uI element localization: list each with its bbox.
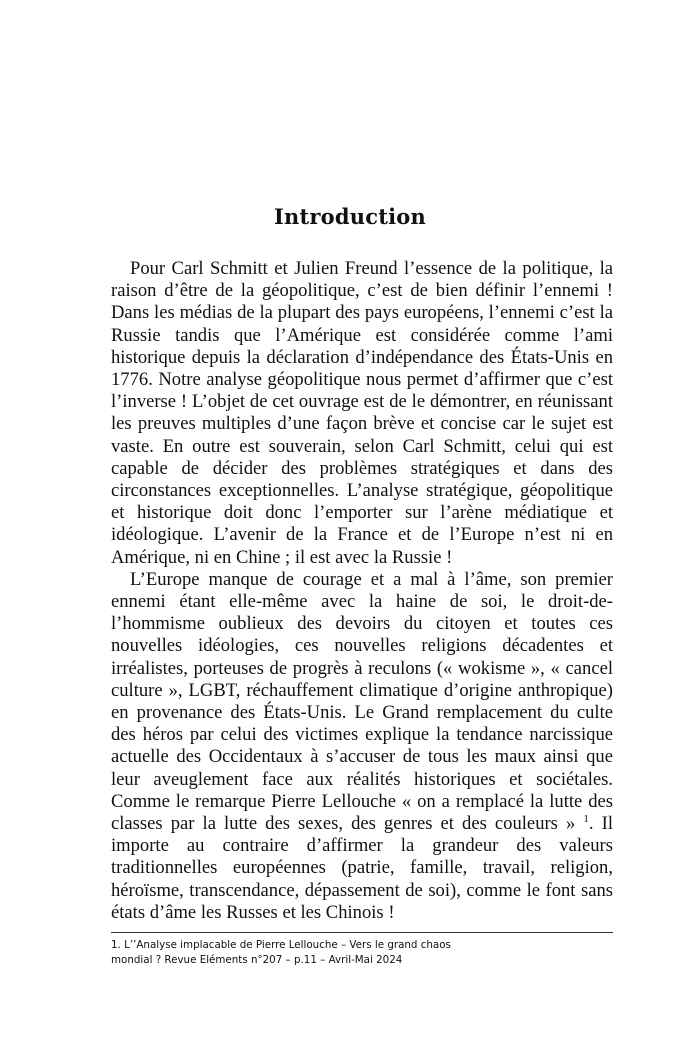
page-title: Introduction — [274, 204, 426, 230]
body-text — [111, 258, 613, 924]
paragraph-2-part-1: L’Europe manque de courage et a mal à l’âme, son premier ennemi étant elle-même avec la haine de soi, le droit-de-l’hommisme oublieux des devoirs du citoyen et toutes ces nouvelles idéologies, ces nouvelles religions décadentes et irréalistes, porteuses de progrès à reculons (« wokisme », « cancel culture », LGBT, réchauffement climatique d’origine anthropique) en provenance des États-Unis. Le Grand remplacement du culte des héros par celui des victimes explique la tendance narcissique actuelle des Occidentaux à s’accuser de tous les maux ainsi que leur aveuglement face aux réalités historiques et sociétales. Comme le remarque Pierre Lellouche « on a remplacé la lutte des classes par la lutte des sexes, des genres et des couleurs » — [111, 568, 613, 835]
footnote-separator — [111, 932, 613, 933]
footnote-reference: 1 — [583, 812, 589, 825]
paragraph-1: Pour Carl Schmitt et Julien Freund l’essence de la politique, la raison d’être de la géopolitique, c’est de bien définir l’ennemi ! Dans les médias de la plupart des pays européens, l’ennemi c’est la Russie tandis que l’Amérique est considérée comme l’ami historique depuis la déclaration d’indépendance des États-Unis en 1776. Notre analyse géopolitique nous permet d’affirmer que c’est l’inverse ! L’objet de cet ouvrage est de le démontrer, en réunissant les preuves multiples d’une façon brève et concise car le sujet est vaste. En outre est souverain, selon Carl Schmitt, celui qui est capable de décider des problèmes stratégiques et dans des circonstances exceptionnelles. L’analyse stratégique, géopolitique et historique doit donc l’emporter sur l’arène médiatique et idéologique. L’avenir de la France et de l’Europe n’est ni en Amérique, ni en Chine ; il est avec la Russie ! — [111, 258, 613, 568]
paragraph-2-part-2: . Il importe au contraire d’affirmer la grandeur des valeurs traditionnelles européennes (patrie, famille, travail, religion, héroïsme, transcendance, dépassement de soi), comme le font sans états d’âme les Russes et les Chinois ! — [111, 813, 613, 923]
paragraph-2 — [111, 569, 613, 924]
footnote: 1. L’’Analyse implacable de Pierre Lellouche – Vers le grand chaos mondial ? Revue Eléments n°207 – p.11 – Avril-Mai 2024 — [111, 939, 451, 966]
